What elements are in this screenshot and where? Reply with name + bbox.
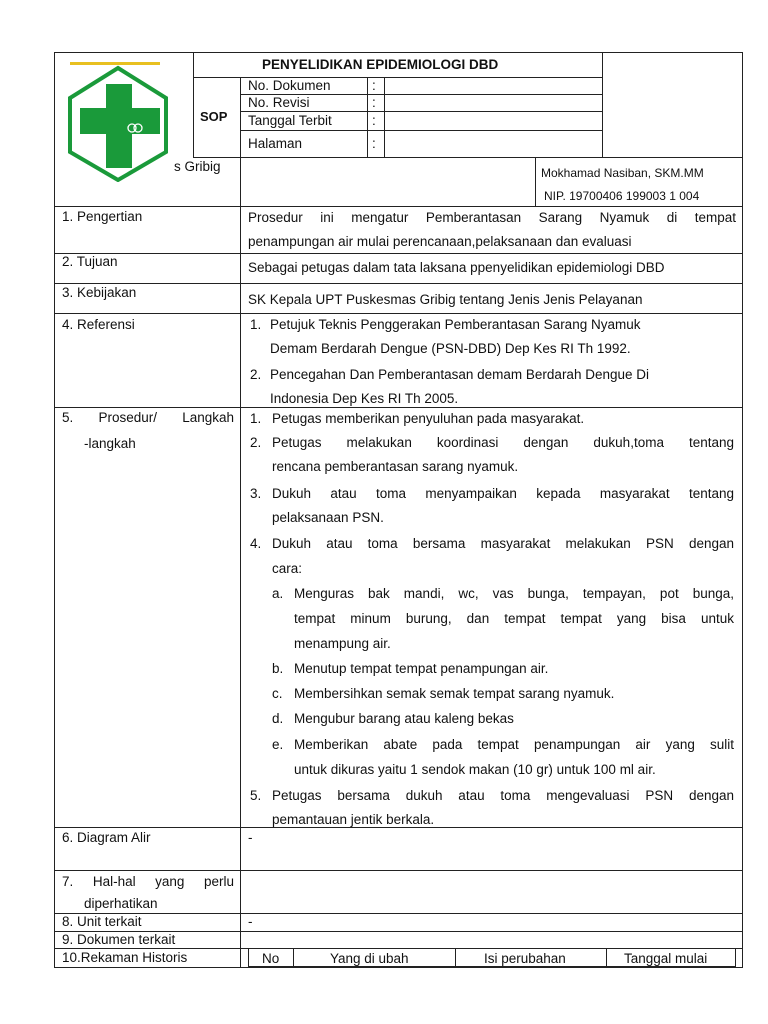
tujuan-text: Sebagai petugas dalam tata laksana ppenyelidikan epidemiologi DBD <box>248 260 665 275</box>
table-border <box>248 948 249 967</box>
pengertian-text-line: Prosedur ini mengatur Pemberantasan Sarang Nyamuk di tempat <box>248 210 736 225</box>
table-border <box>455 948 456 967</box>
section-label-hal-hal: 7. Hal-hal yang perlu <box>62 874 234 889</box>
table-border <box>54 313 743 314</box>
table-border <box>384 77 385 158</box>
step-number: 2. <box>250 435 262 450</box>
meta-label-no-revisi: No. Revisi <box>248 95 310 110</box>
substep-text: tempat minum burung, dan tempat tempat yang bisa untuk <box>294 611 734 626</box>
substep-text: Membersihkan semak semak tempat sarang nyamuk. <box>294 686 615 701</box>
rekaman-column-header: Tanggal mulai <box>624 951 708 966</box>
table-border <box>54 967 743 968</box>
substep-letter: c. <box>272 686 283 701</box>
signer-name: Mokhamad Nasiban, SKM.MM <box>541 166 704 180</box>
step-text: pelaksanaan PSN. <box>272 510 384 525</box>
puskesmas-logo-icon <box>62 58 174 182</box>
referensi-item-line: Demam Berdarah Dengue (PSN-DBD) Dep Kes RI Th 1992. <box>270 341 631 356</box>
rekaman-column-header: Isi perubahan <box>484 951 566 966</box>
org-name-fragment: s Gribig <box>174 159 221 174</box>
kebijakan-text: SK Kepala UPT Puskesmas Gribig tentang Jenis Jenis Pelayanan <box>248 292 643 307</box>
table-border <box>606 948 607 967</box>
table-border <box>54 52 743 53</box>
step-number: 3. <box>250 486 262 501</box>
table-border <box>54 253 743 254</box>
substep-text: Menguras bak mandi, wc, vas bunga, tempayan, pot bunga, <box>294 586 734 601</box>
substep-letter: d. <box>272 711 284 726</box>
meta-sep: : <box>372 78 376 93</box>
meta-sep: : <box>372 113 376 128</box>
substep-letter: b. <box>272 661 284 676</box>
table-border <box>240 157 241 967</box>
step-number: 4. <box>250 536 262 551</box>
step-text: cara: <box>272 561 303 576</box>
document-title: PENYELIDIKAN EPIDEMIOLOGI DBD <box>262 57 499 72</box>
referensi-item-number: 2. <box>250 367 262 382</box>
meta-label-tanggal-terbit: Tanggal Terbit <box>248 113 332 128</box>
step-text: pemantauan jentik berkala. <box>272 812 435 827</box>
referensi-item-number: 1. <box>250 317 262 332</box>
table-border <box>248 948 736 949</box>
rekaman-column-header: Yang di ubah <box>330 951 409 966</box>
meta-sep: : <box>372 95 376 110</box>
section-label-dokumen: 9. Dokumen terkait <box>62 932 176 947</box>
table-border <box>735 948 736 967</box>
pengertian-text-line: penampungan air mulai perencanaan,pelaksanaan dan evaluasi <box>248 234 632 249</box>
substep-letter: e. <box>272 737 284 752</box>
table-border <box>54 283 743 284</box>
table-border <box>602 52 603 158</box>
substep-text: Memberikan abate pada tempat penampungan air yang sulit <box>294 737 734 752</box>
substep-text: Mengubur barang atau kaleng bekas <box>294 711 514 726</box>
referensi-item-line: Pencegahan Dan Pemberantasan demam Berdarah Dengue Di <box>270 367 649 382</box>
referensi-item-line: Indonesia Dep Kes RI Th 2005. <box>270 391 459 406</box>
meta-sep: : <box>372 136 376 151</box>
unit-value: - <box>248 914 253 929</box>
substep-text: Menutup tempat tempat penampungan air. <box>294 661 549 676</box>
section-label-prosedur-cont: -langkah <box>84 436 136 451</box>
diagram-value: - <box>248 830 253 845</box>
section-label-prosedur: 5. Prosedur/ Langkah <box>62 410 234 425</box>
substep-text: untuk dikuras yaitu 1 sendok makan (10 gr) untuk 100 ml air. <box>294 762 656 777</box>
section-label-hal-hal-cont: diperhatikan <box>84 896 158 911</box>
sop-label: SOP <box>200 109 228 124</box>
rekaman-column-header: No <box>262 951 280 966</box>
section-label-pengertian: 1. Pengertian <box>62 209 143 224</box>
step-text: Dukuh atau toma bersama masyarakat melakukan PSN dengan <box>272 536 734 551</box>
step-text: rencana pemberantasan sarang nyamuk. <box>272 459 519 474</box>
step-text: Dukuh atau toma menyampaikan kepada masyarakat tentang <box>272 486 734 501</box>
table-border <box>367 77 368 158</box>
substep-letter: a. <box>272 586 284 601</box>
meta-label-halaman: Halaman <box>248 136 303 151</box>
table-border <box>54 52 55 968</box>
meta-label-no-dokumen: No. Dokumen <box>248 78 331 93</box>
step-text: Petugas memberikan penyuluhan pada masyarakat. <box>272 411 585 426</box>
table-border <box>240 77 241 158</box>
section-label-diagram: 6. Diagram Alir <box>62 830 151 845</box>
table-border <box>240 130 602 131</box>
table-border <box>535 157 536 207</box>
table-border <box>193 157 743 158</box>
table-border <box>193 52 194 158</box>
step-number: 1. <box>250 411 262 426</box>
step-number: 5. <box>250 788 262 803</box>
step-text: Petugas melakukan koordinasi dengan dukuh,toma tentang <box>272 435 734 450</box>
section-label-tujuan: 2. Tujuan <box>62 254 118 269</box>
section-label-kebijakan: 3. Kebijakan <box>62 285 137 300</box>
section-label-rekaman: 10.Rekaman Historis <box>62 950 188 965</box>
table-border <box>742 52 743 968</box>
table-border <box>293 948 294 967</box>
step-text: Petugas bersama dukuh atau toma mengevaluasi PSN dengan <box>272 788 734 803</box>
table-border <box>54 913 743 914</box>
table-border <box>240 111 602 112</box>
substep-text: menampung air. <box>294 636 391 651</box>
referensi-item-line: Petujuk Teknis Penggerakan Pemberantasan Sarang Nyamuk <box>270 317 641 332</box>
section-label-unit: 8. Unit terkait <box>62 914 142 929</box>
section-label-referensi: 4. Referensi <box>62 317 135 332</box>
signer-nip: NIP. 19700406 199003 1 004 <box>544 189 700 203</box>
